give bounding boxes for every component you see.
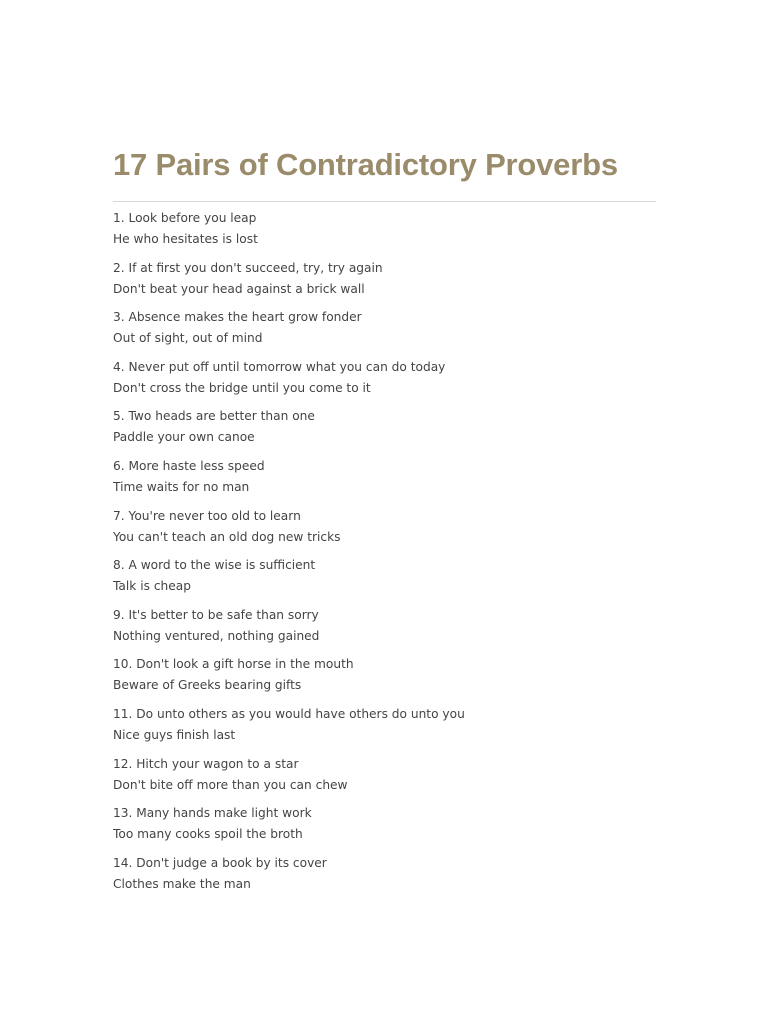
proverb-second: Too many cooks spoil the broth — [113, 827, 303, 842]
proverb-pair — [113, 803, 656, 853]
proverb-first: 6. More haste less speed — [113, 458, 265, 473]
proverb-first: 8. A word to the wise is sufficient — [113, 558, 316, 573]
page-title: 17 Pairs of Contradictory Proverbs — [113, 147, 618, 182]
proverb-second: He who hesitates is lost — [113, 232, 258, 246]
proverb-second: Nothing ventured, nothing gained — [113, 628, 320, 643]
proverb-first: 5. Two heads are better than one — [113, 409, 315, 424]
proverb-first: 4. Never put off until tomorrow what you can do today — [113, 359, 446, 374]
proverb-first: 9. It's better to be safe than sorry — [113, 607, 319, 622]
proverb-pair — [113, 754, 656, 804]
proverb-pair — [113, 555, 656, 605]
proverb-pair — [113, 307, 656, 357]
proverb-pair — [113, 456, 656, 506]
proverb-first: 13. Many hands make light work — [113, 806, 312, 821]
proverb-first: 1. Look before you leap — [113, 211, 257, 225]
proverb-second: Time waits for no man — [113, 479, 250, 494]
proverb-second: Don't cross the bridge until you come to it — [113, 380, 371, 395]
proverb-first: 11. Do unto others as you would have others do unto you — [113, 706, 465, 721]
proverb-first: 12. Hitch your wagon to a star — [113, 756, 299, 771]
proverb-pair — [113, 208, 656, 258]
proverb-pair — [113, 704, 656, 754]
proverb-pair — [113, 654, 656, 704]
proverb-first: 3. Absence makes the heart grow fonder — [113, 310, 362, 325]
proverb-pair — [113, 406, 656, 456]
document-page — [113, 143, 656, 902]
title-divider — [113, 201, 656, 202]
proverb-second: Paddle your own canoe — [113, 430, 255, 445]
proverb-second: Don't bite off more than you can chew — [113, 777, 348, 792]
proverb-pair — [113, 605, 656, 655]
proverb-first: 14. Don't judge a book by its cover — [113, 855, 327, 870]
proverb-second: Out of sight, out of mind — [113, 331, 263, 346]
proverb-first: 10. Don't look a gift horse in the mouth — [113, 657, 354, 672]
proverb-first: 2. If at first you don't succeed, try, try again — [113, 260, 383, 275]
proverb-pair — [113, 357, 656, 407]
proverb-second: Talk is cheap — [113, 579, 191, 594]
proverb-second: Beware of Greeks bearing gifts — [113, 678, 302, 693]
proverb-second: Clothes make the man — [113, 876, 251, 891]
proverb-second: You can't teach an old dog new tricks — [113, 529, 341, 544]
proverb-second: Don't beat your head against a brick wall — [113, 281, 365, 296]
proverb-second: Nice guys finish last — [113, 727, 236, 742]
proverb-first: 7. You're never too old to learn — [113, 508, 301, 523]
proverb-pair — [113, 258, 656, 308]
proverb-pair — [113, 853, 656, 903]
proverb-pair — [113, 506, 656, 556]
proverb-list — [113, 208, 656, 902]
